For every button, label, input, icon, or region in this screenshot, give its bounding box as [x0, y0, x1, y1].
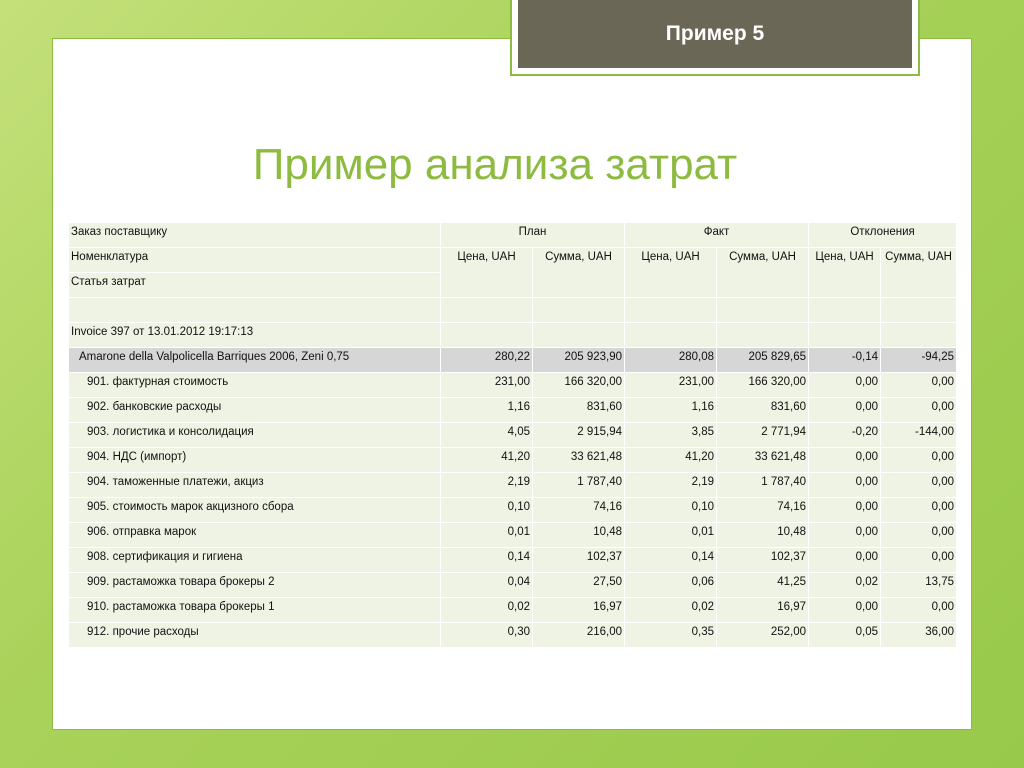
cost-item-plan-price: 0,14	[441, 548, 533, 573]
cost-item-plan-sum: 1 787,40	[533, 473, 625, 498]
cost-item-dev-price: 0,00	[809, 498, 881, 523]
cost-item-fact-price: 0,35	[625, 623, 717, 648]
cost-item-dev-sum: 13,75	[881, 573, 957, 598]
cost-item-plan-price: 0,04	[441, 573, 533, 598]
header-plan-sum: Сумма, UAH	[533, 248, 625, 298]
cost-item-dev-sum: 0,00	[881, 448, 957, 473]
example-badge-frame	[510, 0, 920, 76]
cost-item-dev-sum: 0,00	[881, 398, 957, 423]
product-dev-sum: -94,25	[881, 348, 957, 373]
cost-item-dev-sum: 0,00	[881, 498, 957, 523]
cost-item-plan-sum: 16,97	[533, 598, 625, 623]
cost-item-dev-sum: 0,00	[881, 473, 957, 498]
header-dev-price: Цена, UAH	[809, 248, 881, 298]
product-row	[69, 348, 957, 373]
cost-item-row	[69, 548, 957, 573]
cost-item-fact-price: 0,14	[625, 548, 717, 573]
cost-item-dev-price: 0,00	[809, 548, 881, 573]
invoice-label: Invoice 397 от 13.01.2012 19:17:13	[69, 323, 441, 348]
cost-item-row	[69, 448, 957, 473]
cost-item-fact-price: 0,01	[625, 523, 717, 548]
header-row-2	[69, 248, 957, 273]
cost-item-plan-sum: 166 320,00	[533, 373, 625, 398]
cost-item-dev-price: 0,00	[809, 373, 881, 398]
cost-item-plan-price: 41,20	[441, 448, 533, 473]
cost-item-dev-price: 0,02	[809, 573, 881, 598]
header-fact-price: Цена, UAH	[625, 248, 717, 298]
cost-item-fact-sum: 33 621,48	[717, 448, 809, 473]
cost-item-name: 901. фактурная стоимость	[69, 373, 441, 398]
header-cost-item: Статья затрат	[69, 273, 441, 298]
header-fact: Факт	[625, 223, 809, 248]
header-nomenclature: Номенклатура	[69, 248, 441, 273]
header-fact-sum: Сумма, UAH	[717, 248, 809, 298]
cost-item-plan-price: 4,05	[441, 423, 533, 448]
cost-item-plan-price: 0,30	[441, 623, 533, 648]
cost-item-name: 906. отправка марок	[69, 523, 441, 548]
cost-item-plan-price: 2,19	[441, 473, 533, 498]
cost-item-name: 909. растаможка товара брокеры 2	[69, 573, 441, 598]
cost-item-plan-price: 0,01	[441, 523, 533, 548]
cost-item-fact-sum: 166 320,00	[717, 373, 809, 398]
cost-item-plan-sum: 27,50	[533, 573, 625, 598]
cost-item-dev-price: 0,00	[809, 598, 881, 623]
cost-item-fact-sum: 2 771,94	[717, 423, 809, 448]
cost-item-dev-sum: 0,00	[881, 548, 957, 573]
cost-item-plan-sum: 102,37	[533, 548, 625, 573]
cost-item-dev-price: 0,00	[809, 473, 881, 498]
cost-item-dev-sum: 36,00	[881, 623, 957, 648]
cost-item-row	[69, 473, 957, 498]
cost-item-fact-price: 41,20	[625, 448, 717, 473]
cost-item-fact-price: 0,06	[625, 573, 717, 598]
cost-item-fact-price: 231,00	[625, 373, 717, 398]
cost-item-dev-price: 0,00	[809, 398, 881, 423]
product-plan-price: 280,22	[441, 348, 533, 373]
cost-item-dev-price: 0,05	[809, 623, 881, 648]
cost-item-fact-sum: 831,60	[717, 398, 809, 423]
product-name: Amarone della Valpolicella Barriques 2006, Zeni 0,75	[69, 348, 441, 373]
cost-item-name: 912. прочие расходы	[69, 623, 441, 648]
header-row-1	[69, 223, 957, 248]
cost-item-plan-sum: 10,48	[533, 523, 625, 548]
cost-item-name: 910. растаможка товара брокеры 1	[69, 598, 441, 623]
cost-item-fact-price: 1,16	[625, 398, 717, 423]
cost-item-fact-sum: 10,48	[717, 523, 809, 548]
product-plan-sum: 205 923,90	[533, 348, 625, 373]
cost-item-fact-sum: 1 787,40	[717, 473, 809, 498]
cost-item-name: 904. таможенные платежи, акциз	[69, 473, 441, 498]
cost-item-dev-sum: -144,00	[881, 423, 957, 448]
cost-item-name: 904. НДС (импорт)	[69, 448, 441, 473]
product-dev-price: -0,14	[809, 348, 881, 373]
cost-item-dev-price: 0,00	[809, 523, 881, 548]
cost-item-fact-price: 0,02	[625, 598, 717, 623]
product-fact-sum: 205 829,65	[717, 348, 809, 373]
cost-item-dev-price: 0,00	[809, 448, 881, 473]
product-fact-price: 280,08	[625, 348, 717, 373]
cost-item-row	[69, 373, 957, 398]
cost-item-plan-price: 0,10	[441, 498, 533, 523]
cost-item-name: 905. стоимость марок акцизного сбора	[69, 498, 441, 523]
cost-item-plan-price: 0,02	[441, 598, 533, 623]
header-order: Заказ поставщику	[69, 223, 441, 248]
example-badge: Пример 5	[518, 0, 912, 68]
cost-item-fact-sum: 252,00	[717, 623, 809, 648]
header-deviations: Отклонения	[809, 223, 957, 248]
cost-item-fact-price: 3,85	[625, 423, 717, 448]
cost-item-plan-sum: 74,16	[533, 498, 625, 523]
cost-item-row	[69, 398, 957, 423]
cost-item-row	[69, 598, 957, 623]
cost-item-plan-sum: 831,60	[533, 398, 625, 423]
cost-item-fact-sum: 74,16	[717, 498, 809, 523]
invoice-row	[69, 323, 957, 348]
cost-item-plan-price: 231,00	[441, 373, 533, 398]
header-dev-sum: Сумма, UAH	[881, 248, 957, 298]
cost-item-plan-sum: 216,00	[533, 623, 625, 648]
cost-item-row	[69, 423, 957, 448]
cost-item-name: 908. сертификация и гигиена	[69, 548, 441, 573]
empty-row	[69, 298, 957, 323]
cost-item-row	[69, 573, 957, 598]
cost-item-plan-sum: 33 621,48	[533, 448, 625, 473]
header-plan: План	[441, 223, 625, 248]
cost-item-dev-sum: 0,00	[881, 598, 957, 623]
cost-item-dev-sum: 0,00	[881, 523, 957, 548]
cost-item-row	[69, 623, 957, 648]
cost-item-fact-price: 0,10	[625, 498, 717, 523]
cost-item-dev-price: -0,20	[809, 423, 881, 448]
cost-item-plan-price: 1,16	[441, 398, 533, 423]
cost-item-row	[69, 498, 957, 523]
cost-item-name: 903. логистика и консолидация	[69, 423, 441, 448]
cost-item-plan-sum: 2 915,94	[533, 423, 625, 448]
header-plan-price: Цена, UAH	[441, 248, 533, 298]
cost-item-fact-sum: 16,97	[717, 598, 809, 623]
cost-item-name: 902. банковские расходы	[69, 398, 441, 423]
cost-item-row	[69, 523, 957, 548]
cost-item-fact-sum: 41,25	[717, 573, 809, 598]
cost-item-dev-sum: 0,00	[881, 373, 957, 398]
cost-item-fact-sum: 102,37	[717, 548, 809, 573]
cost-item-fact-price: 2,19	[625, 473, 717, 498]
slide-title: Пример анализа затрат	[252, 140, 738, 189]
cost-analysis-table	[68, 222, 957, 648]
